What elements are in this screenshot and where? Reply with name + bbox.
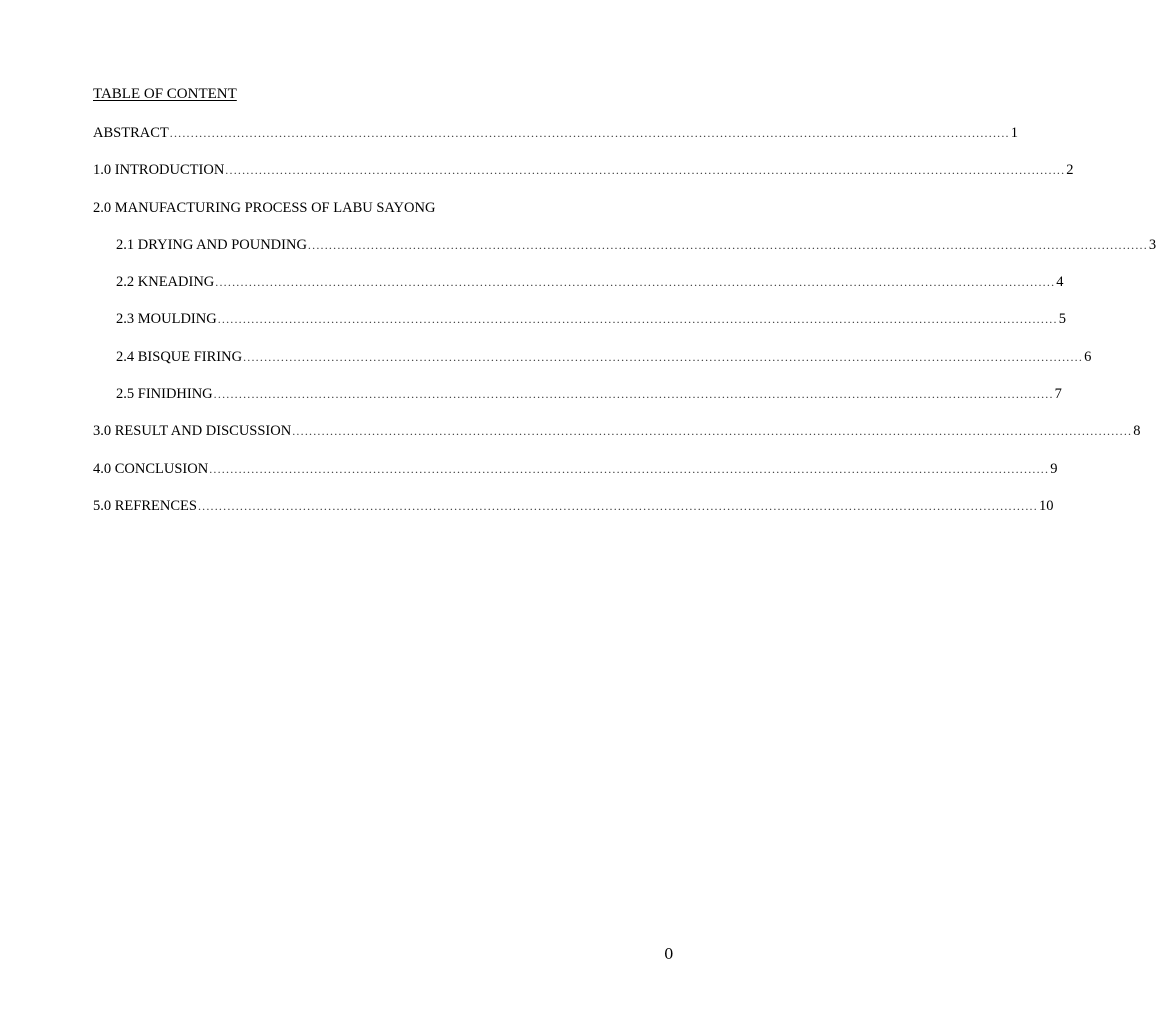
toc-leader-dots: ........................................................................................................................................................................................................ <box>197 498 1038 513</box>
toc-entry <box>0 123 1018 160</box>
toc-entry-page: 2 <box>1066 162 1074 179</box>
toc-entry-page: 7 <box>1054 386 1062 403</box>
toc-entry-page: 6 <box>1084 348 1092 365</box>
toc-entry-label: 4.0 CONCLUSION <box>93 460 209 477</box>
toc-entry-label: 5.0 REFRENCES <box>93 497 197 514</box>
toc-leader-dots: ........................................................................................................................................................................................................ <box>213 387 1054 402</box>
toc-entry-page: 4 <box>1056 274 1064 291</box>
toc-entry-label: 2.1 DRYING AND POUNDING <box>116 236 307 253</box>
toc-entry <box>0 198 768 235</box>
toc-entry <box>0 384 1062 421</box>
toc-entry-label: 2.4 BISQUE FIRING <box>116 348 243 365</box>
toc-entry-label: ABSTRACT <box>93 125 169 141</box>
toc-leader-dots: ........................................................................................................................................................................................................ <box>215 275 1056 290</box>
toc-entry-page: 9 <box>1050 460 1058 477</box>
toc-leader-dots: ........................................................................................................................................................................................................ <box>307 237 1148 252</box>
toc-entry-label: 2.5 FINIDHING <box>116 386 213 403</box>
toc-entry-label: 3.0 RESULT AND DISCUSSION <box>93 423 292 440</box>
toc-entry-page: 10 <box>1038 497 1054 514</box>
toc-leader-dots: ........................................................................................................................................................................................................ <box>292 424 1133 439</box>
toc-leader-dots: ........................................................................................................................................................................................................ <box>243 349 1084 364</box>
toc-entry-page: 8 <box>1133 423 1141 440</box>
toc-entry <box>0 272 1064 309</box>
toc-leader-dots: ........................................................................................................................................................................................................ <box>225 163 1066 178</box>
page-number: 0 <box>664 945 674 963</box>
toc-entry <box>0 496 1054 533</box>
toc-title: TABLE OF CONTENT <box>93 86 237 102</box>
toc-entry-label: 2.3 MOULDING <box>116 311 217 328</box>
toc-entry <box>0 160 1074 197</box>
toc-leader-dots: ........................................................................................................................................................................................................ <box>209 461 1050 476</box>
toc-entry <box>0 235 1156 272</box>
toc-entry-page: 3 <box>1148 236 1156 253</box>
toc-entry-label: 2.2 KNEADING <box>116 274 215 291</box>
toc-entry <box>0 459 1058 496</box>
toc-entry <box>0 347 1092 384</box>
toc-entry <box>0 421 1141 458</box>
toc-entry-label: 2.0 MANUFACTURING PROCESS OF LABU SAYONG <box>93 199 436 216</box>
toc-entry-page: 5 <box>1058 311 1066 328</box>
toc-leader-dots: ........................................................................................................................................................................................................ <box>169 126 1010 140</box>
toc-list <box>0 123 1156 533</box>
toc-entry-page: 1 <box>1010 125 1018 141</box>
toc-entry <box>0 309 1066 346</box>
toc-entry-label: 1.0 INTRODUCTION <box>93 162 225 179</box>
toc-leader-dots: ........................................................................................................................................................................................................ <box>217 312 1058 327</box>
